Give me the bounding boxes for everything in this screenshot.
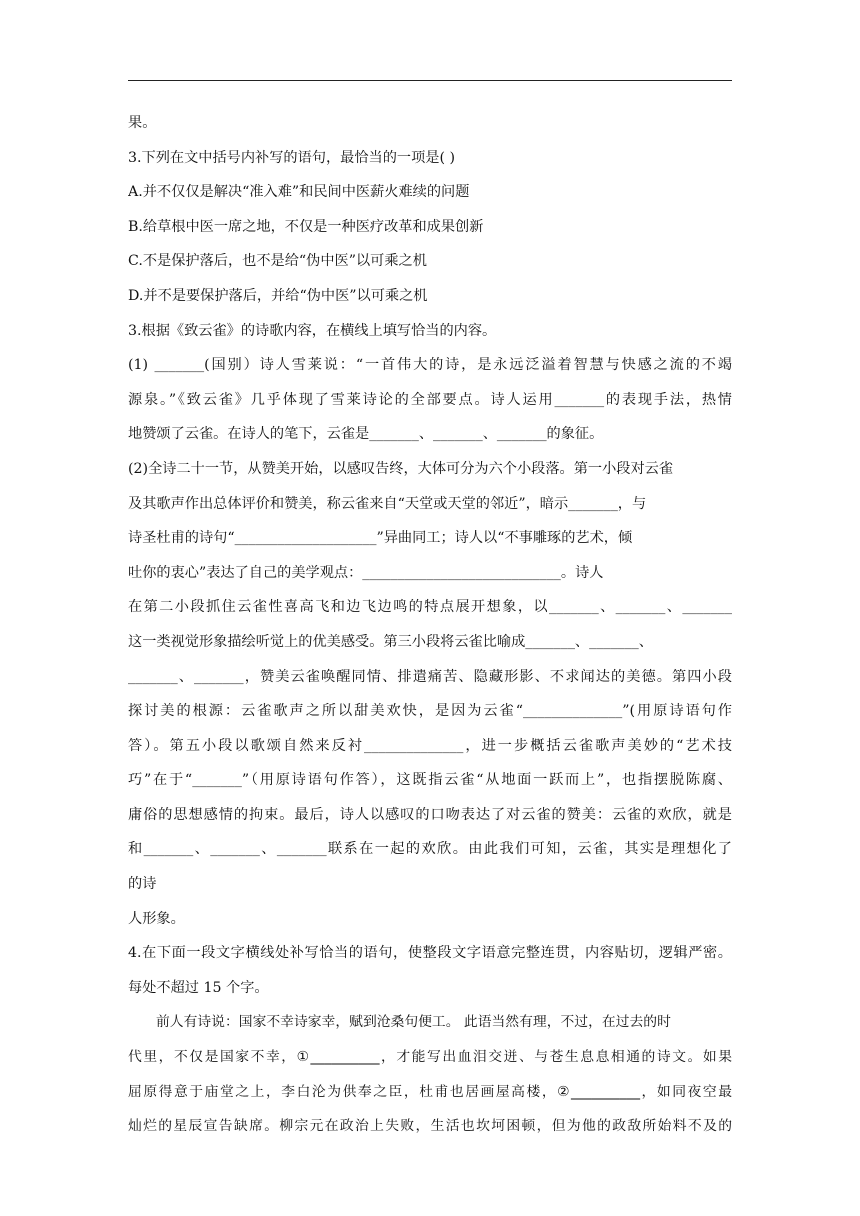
- text-line: (2)全诗二十一节，从赞美开始，以感叹告终，大体可分为六个小段落。第一小段对云雀: [128, 460, 674, 477]
- text-line: 庸俗的思想感情的拘束。最后，诗人以感叹的口吻表达了对云雀的赞美：云雀的欢欣，就是: [128, 806, 732, 823]
- passage-line: 前人有诗说：国家不幸诗家幸，赋到沧桑句便工。 此语当然有理，不过，在过去的时: [156, 1014, 671, 1031]
- passage-line: 代里，不仅是国家不幸，①__________，才能写出血泪交迸、与苍生息息相通的诗文。如果: [128, 1049, 732, 1066]
- text-line: 和_______、_______、_______联系在一起的欢欣。由此我们可知，云雀，其实是理想化了: [128, 841, 732, 858]
- passage-line: 灿烂的星辰宣告缺席。柳宗元在政治上失败，生活也坎坷困顿，但为他的政敌所始料不及的: [128, 1118, 732, 1135]
- question-3b-stem: 3.根据《致云雀》的诗歌内容，在横线上填写恰当的内容。: [128, 322, 497, 339]
- text-line: 每处不超过 15 个字。: [128, 979, 269, 996]
- text-line: _______、_______，赞美云雀唤醒同情、排遣痛苦、隐藏形影、不求闻达的美德。第四小段: [128, 668, 732, 685]
- text-line: 答）。第五小段以歌颂自然来反衬______________，进一步概括云雀歌声美妙的“艺术技: [128, 737, 732, 754]
- option-d: D.并不是要保护落后，并给“伪中医”以可乘之机: [128, 287, 428, 304]
- text-line: 诗圣杜甫的诗句“____________________”异曲同工；诗人以“不事雕琢的艺术，倾: [128, 530, 633, 547]
- text-line: 源泉。”《致云雀》几乎体现了雪莱诗论的全部要点。诗人运用_______的表现手法，热情: [128, 391, 732, 408]
- text-line: 这一类视觉形象描绘听觉上的优美感受。第三小段将云雀比喻成_______、_______、: [128, 633, 653, 650]
- text-line: 在第二小段抓住云雀性喜高飞和边飞边鸣的特点展开想象，以_______、_______、_______: [128, 599, 732, 616]
- text-line: 地赞颂了云雀。在诗人的笔下，云雀是_______、_______、_______的象征。: [128, 426, 604, 443]
- passage-line: 屈原得意于庙堂之上，李白沦为供奉之臣，杜甫也居画屋高楼，②__________，如同夜空最: [128, 1083, 732, 1100]
- text-line: 巧”在于“_______”（用原诗语句作答），这既指云雀“从地面一跃而上”，也指摆脱陈腐、: [128, 772, 732, 789]
- text-line: 人形象。: [128, 910, 185, 927]
- question-3-stem: 3.下列在文中括号内补写的语句，最恰当的一项是( ): [128, 149, 456, 166]
- option-c: C.不是保护落后，也不是给“伪中医”以可乘之机: [128, 253, 427, 270]
- text-line: 探讨美的根源：云雀歌声之所以甜美欢快，是因为云雀“______________”(用原诗语句作: [128, 703, 732, 720]
- text-line: 的诗: [128, 876, 157, 893]
- option-a: A.并不仅仅是解决“准入难”和民间中医薪火难续的问题: [128, 184, 470, 201]
- document-body: [128, 106, 732, 1144]
- text-line: (1) _______(国别）诗人雪莱说：“一首伟大的诗，是永远泛溢着智慧与快感之流的不竭: [128, 357, 732, 374]
- header-rule: [128, 80, 732, 81]
- option-b: B.给草根中医一席之地，不仅是一种医疗改革和成果创新: [128, 218, 484, 235]
- text-line: 吐你的衷心”表达了自己的美学观点：____________________________。诗人: [128, 564, 604, 581]
- question-4-stem: 4.在下面一段文字横线处补写恰当的语句，使整段文字语意完整连贯，内容贴切，逻辑严密。: [128, 945, 732, 962]
- text-line: 及其歌声作出总体评价和赞美，称云雀来自“天堂或天堂的邻近”，暗示_______，与: [128, 495, 647, 512]
- text-line: 果。: [128, 115, 157, 131]
